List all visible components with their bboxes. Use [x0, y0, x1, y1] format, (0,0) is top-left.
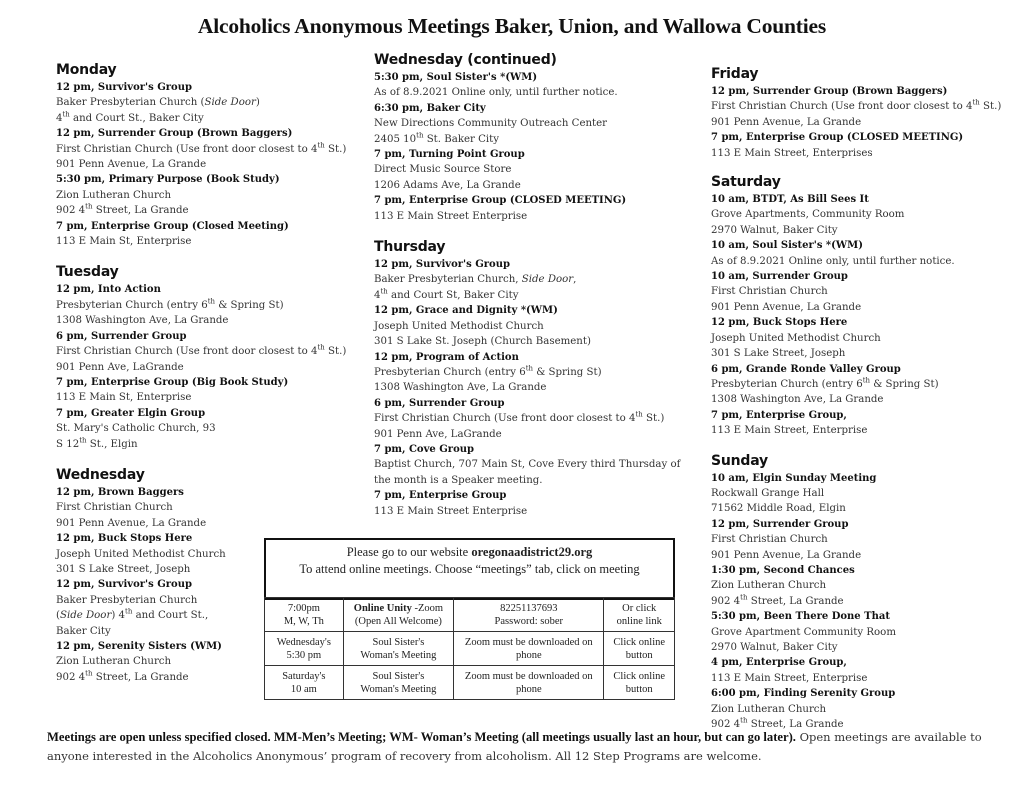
- meeting-location-line: (Side Door) 4th and Court St.,: [56, 607, 209, 622]
- day-section-friday: [711, 84, 1011, 161]
- meeting-time-name: 12 pm, Survivor's Group: [374, 259, 510, 271]
- meeting-location-line: Zion Lutheran Church: [711, 703, 827, 715]
- day-heading-friday: Friday: [711, 66, 759, 82]
- meeting-time-name: 12 pm, Survivor's Group: [56, 579, 192, 591]
- ordinal-suffix: th: [862, 376, 871, 385]
- day-heading-sunday: Sunday: [711, 452, 768, 469]
- meeting-time-name: 12 pm, Surrender Group (Brown Baggers): [711, 86, 948, 97]
- meeting-time-name: 6:00 pm, Finding Serenity Group: [711, 688, 896, 700]
- meeting-time-name: 1:30 pm, Second Chances: [711, 564, 855, 576]
- meeting-time-name: 12 pm, Surrender Group: [711, 518, 849, 530]
- meeting-time-name: 7 pm, Enterprise Group,: [711, 409, 847, 421]
- ordinal-suffix: th: [317, 141, 325, 150]
- meeting-time-name: 12 pm, Surrender Group (Brown Baggers): [56, 128, 293, 140]
- footer-bold-text: Meetings are open unless specified closed. MM-Men’s Meeting; WM- Woman’s Meeting (all meetings usually last an hour, but can go later).: [47, 730, 796, 744]
- meeting-location-line: First Christian Church (Use front door closest to 4th St.): [56, 343, 347, 358]
- meeting-time-name: 10 am, Elgin Sunday Meeting: [711, 472, 877, 484]
- day-section-thursday: [374, 257, 694, 519]
- meeting-location-line: St. Mary's Catholic Church, 93: [56, 423, 216, 435]
- page-title: Alcoholics Anonymous Meetings Baker, Union, and Wallowa Counties: [197, 14, 827, 38]
- meeting-location-line: 1308 Washington Ave, La Grande: [711, 394, 884, 406]
- meeting-location-line: Joseph United Methodist Church: [711, 332, 881, 344]
- meeting-time-name: 7 pm, Enterprise Group (Big Book Study): [56, 376, 289, 388]
- column-middle: [374, 51, 694, 519]
- meeting-location-line: 4th and Court St, Baker City: [374, 287, 519, 301]
- meeting-time-name: 7 pm, Turning Point Group: [374, 149, 525, 161]
- online-meeting-access: Zoom must be downloaded on phone: [454, 632, 604, 666]
- ordinal-suffix: th: [317, 343, 325, 352]
- meeting-time-name: 10 am, Surrender Group: [711, 271, 848, 283]
- meeting-location-line: New Directions Community Outreach Center: [374, 118, 608, 130]
- ordinal-suffix: th: [525, 364, 534, 373]
- italic-note: Side Door: [204, 97, 256, 109]
- meeting-location-line: Presbyterian Church (entry 6th & Spring St): [711, 376, 939, 390]
- online-notice-prefix: Please go to our website: [346, 545, 472, 559]
- meeting-location-line: 113 E Main Street Enterprise: [374, 210, 528, 222]
- meeting-time-name: 12 pm, Brown Baggers: [56, 486, 184, 498]
- meeting-location-line: Grove Apartments, Community Room: [711, 209, 905, 221]
- meeting-location-line: 113 E Main St, Enterprise: [56, 392, 192, 404]
- meeting-location-line: 113 E Main Street, Enterprise: [711, 425, 868, 437]
- meeting-location-line: 113 E Main Street, Enterprise: [711, 672, 868, 684]
- day-section-saturday: [711, 192, 1011, 439]
- meeting-location-line: First Christian Church (Use front door closest to 4th St.): [711, 99, 1002, 113]
- column-right: [711, 65, 1011, 732]
- meeting-location-line: Joseph United Methodist Church: [56, 548, 226, 560]
- website-link[interactable]: oregonaadistrict29.org: [471, 545, 593, 559]
- italic-note: Side Door: [59, 610, 112, 622]
- meeting-time-name: 12 pm, Buck Stops Here: [56, 533, 193, 545]
- online-meeting-access: 82251137693 Password: sober: [454, 598, 604, 632]
- ordinal-suffix: th: [79, 436, 87, 445]
- meeting-time-name: 7 pm, Enterprise Group (CLOSED MEETING): [374, 195, 627, 207]
- meeting-time-name: 12 pm, Buck Stops Here: [711, 317, 848, 329]
- meeting-location-line: 301 S Lake Street, Joseph: [711, 348, 846, 360]
- ordinal-suffix: th: [207, 297, 216, 306]
- day-heading-wednesday: Wednesday: [56, 466, 145, 483]
- meeting-location-line: the month is a Speaker meeting.: [374, 474, 543, 486]
- day-heading-monday: Monday: [56, 62, 117, 78]
- meeting-location-line: 901 Penn Avenue, La Grande: [56, 517, 207, 529]
- day-heading-tuesday: Tuesday: [56, 264, 119, 281]
- online-meeting-row: [265, 598, 675, 632]
- meeting-location-line: Grove Apartment Community Room: [711, 626, 896, 638]
- meeting-location-line: Baptist Church, 707 Main St, Cove Every third Thursday of: [374, 459, 681, 471]
- meeting-location-line: First Christian Church: [56, 502, 173, 514]
- meeting-location-line: 902 4th Street, La Grande: [56, 669, 189, 683]
- online-meetings-notice: [264, 538, 675, 600]
- meeting-time-name: 7 pm, Cove Group: [374, 443, 474, 455]
- online-meeting-name: Online Unity -Zoom (Open All Welcome): [343, 598, 453, 632]
- ordinal-suffix: th: [62, 110, 70, 119]
- meeting-location-line: Baker Presbyterian Church: [56, 594, 198, 606]
- meeting-location-line: Presbyterian Church (entry 6th & Spring St): [374, 364, 602, 378]
- meeting-time-name: 5:30 pm, Soul Sister's *(WM): [374, 72, 538, 83]
- meeting-time-name: 7 pm, Enterprise Group (Closed Meeting): [56, 220, 289, 232]
- day-heading-thursday: Thursday: [374, 239, 446, 256]
- meeting-time-name: 12 pm, Serenity Sisters (WM): [56, 641, 222, 652]
- meeting-location-line: 1308 Washington Ave, La Grande: [56, 315, 229, 327]
- meeting-location-line: Joseph United Methodist Church: [374, 320, 544, 332]
- meeting-time-name: 6:30 pm, Baker City: [374, 102, 486, 114]
- meeting-location-line: 4th and Court St., Baker City: [56, 110, 204, 124]
- meeting-location-line: 301 S Lake St. Joseph (Church Basement): [374, 336, 591, 348]
- online-meeting-name: Soul Sister's Woman's Meeting: [343, 666, 453, 700]
- ordinal-suffix: th: [85, 669, 93, 678]
- meeting-location-line: First Christian Church (Use front door closest to 4th St.): [374, 410, 665, 425]
- meeting-time-name: 4 pm, Enterprise Group,: [711, 657, 847, 669]
- meeting-time-name: 6 pm, Surrender Group: [56, 330, 187, 342]
- meeting-location-line: Baker City: [56, 625, 111, 637]
- meeting-time-name: 10 am, Soul Sister's *(WM): [711, 240, 863, 252]
- meeting-location-line: 2970 Walnut, Baker City: [711, 642, 838, 653]
- online-meeting-when: Saturday's 10 am: [265, 666, 344, 700]
- day-section-monday: [56, 80, 356, 249]
- online-meeting-link[interactable]: Click online button: [604, 666, 675, 700]
- meeting-time-name: 6 pm, Surrender Group: [374, 397, 505, 409]
- meeting-time-name: 12 pm, Survivor's Group: [56, 82, 192, 93]
- meeting-location-line: S 12th St., Elgin: [56, 436, 138, 450]
- day-section-wednesday-continued: [374, 70, 694, 224]
- meeting-location-line: Presbyterian Church (entry 6th & Spring St): [56, 297, 284, 311]
- ordinal-suffix: th: [380, 287, 388, 296]
- meeting-time-name: 12 pm, Into Action: [56, 284, 161, 296]
- day-section-tuesday: [56, 282, 356, 451]
- meeting-location-line: 113 E Main St, Enterprise: [56, 236, 192, 248]
- meeting-location-line: 301 S Lake Street, Joseph: [56, 563, 191, 575]
- meeting-location-line: 71562 Middle Road, Elgin: [711, 503, 846, 515]
- meeting-location-line: Zion Lutheran Church: [711, 580, 827, 592]
- meeting-location-line: 901 Penn Ave, LaGrande: [374, 428, 502, 440]
- meeting-location-line: 2405 10th St. Baker City: [374, 131, 500, 145]
- online-meeting-name: Soul Sister's Woman's Meeting: [343, 632, 453, 666]
- meeting-location-line: 1206 Adams Ave, La Grande: [374, 179, 521, 191]
- meeting-time-name: 5:30 pm, Been There Done That: [711, 611, 890, 623]
- online-meetings-table: [264, 597, 675, 700]
- online-notice-line-1: [266, 545, 673, 560]
- meeting-location-line: 1308 Washington Ave, La Grande: [374, 382, 547, 394]
- day-heading-wednesday-continued: Wednesday (continued): [374, 52, 557, 68]
- meeting-time-name: 12 pm, Program of Action: [374, 351, 519, 363]
- meeting-time-name: 7 pm, Greater Elgin Group: [56, 407, 206, 419]
- meeting-location-line: 2970 Walnut, Baker City: [711, 224, 838, 236]
- online-notice-line-2: To attend online meetings. Choose “meetings” tab, click on meeting: [299, 562, 640, 576]
- online-meeting-row: [265, 666, 675, 700]
- day-heading-saturday: Saturday: [711, 174, 781, 191]
- meeting-location-line: As of 8.9.2021 Online only, until further notice.: [374, 87, 618, 99]
- meeting-time-name: 6 pm, Grande Ronde Valley Group: [711, 363, 901, 375]
- ordinal-suffix: th: [85, 202, 93, 211]
- online-meeting-access: Zoom must be downloaded on phone: [454, 666, 604, 700]
- online-meeting-when: 7:00pm M, W, Th: [265, 598, 344, 632]
- meeting-location-line: First Christian Church (Use front door closest to 4th St.): [56, 141, 347, 155]
- meeting-location-line: 902 4th Street, La Grande: [711, 716, 844, 731]
- italic-note: Side Door: [521, 274, 574, 286]
- meeting-time-name: 12 pm, Grace and Dignity *(WM): [374, 305, 558, 317]
- meeting-location-line: 901 Penn Avenue, La Grande: [711, 549, 862, 561]
- meeting-location-line: 901 Penn Avenue, La Grande: [711, 301, 862, 313]
- meeting-location-line: First Christian Church: [711, 534, 828, 546]
- footer-normal-text: Open meetings are available to anyone interested in the Alcoholics Anonymous’ program of recovery from alcoholism. All 12 Step Programs are welcome.: [47, 730, 982, 763]
- ordinal-suffix: th: [416, 131, 424, 140]
- meeting-location-line: Baker Presbyterian Church (Side Door): [56, 97, 260, 109]
- meeting-location-line: 901 Penn Ave, LaGrande: [56, 361, 184, 373]
- meeting-location-line: Zion Lutheran Church: [56, 189, 172, 201]
- ordinal-suffix: th: [740, 593, 748, 602]
- meeting-time-name: 7 pm, Enterprise Group (CLOSED MEETING): [711, 132, 964, 144]
- meeting-location-line: 902 4th Street, La Grande: [711, 593, 844, 607]
- ordinal-suffix: th: [972, 99, 980, 108]
- meeting-location-line: 901 Penn Avenue, La Grande: [56, 159, 207, 171]
- meeting-location-line: First Christian Church: [711, 286, 828, 298]
- online-meeting-link[interactable]: Click online button: [604, 632, 675, 666]
- meeting-time-name: 5:30 pm, Primary Purpose (Book Study): [56, 174, 280, 186]
- day-section-sunday: [711, 471, 1011, 733]
- meeting-location-line: Zion Lutheran Church: [56, 656, 172, 668]
- ordinal-suffix: th: [125, 607, 133, 616]
- online-meeting-row: [265, 632, 675, 666]
- meeting-location-line: 901 Penn Avenue, La Grande: [711, 116, 862, 128]
- meeting-location-line: Baker Presbyterian Church, Side Door,: [374, 274, 577, 286]
- meeting-location-line: 113 E Main Street Enterprise: [374, 505, 528, 517]
- ordinal-suffix: th: [635, 410, 643, 419]
- meeting-location-line: 902 4th Street, La Grande: [56, 202, 189, 217]
- meeting-location-line: Rockwall Grange Hall: [711, 487, 825, 499]
- meeting-time-name: 7 pm, Enterprise Group: [374, 490, 507, 502]
- meeting-time-name: 10 am, BTDT, As Bill Sees It: [711, 194, 869, 206]
- ordinal-suffix: th: [740, 716, 748, 725]
- online-meeting-when: Wednesday's 5:30 pm: [265, 632, 344, 666]
- online-meeting-link[interactable]: Or click online link: [604, 598, 675, 632]
- meeting-location-line: Direct Music Source Store: [374, 164, 512, 176]
- footer-note: [47, 728, 997, 766]
- meeting-location-line: 113 E Main Street, Enterprises: [711, 147, 873, 159]
- meeting-location-line: As of 8.9.2021 Online only, until further notice.: [711, 255, 955, 267]
